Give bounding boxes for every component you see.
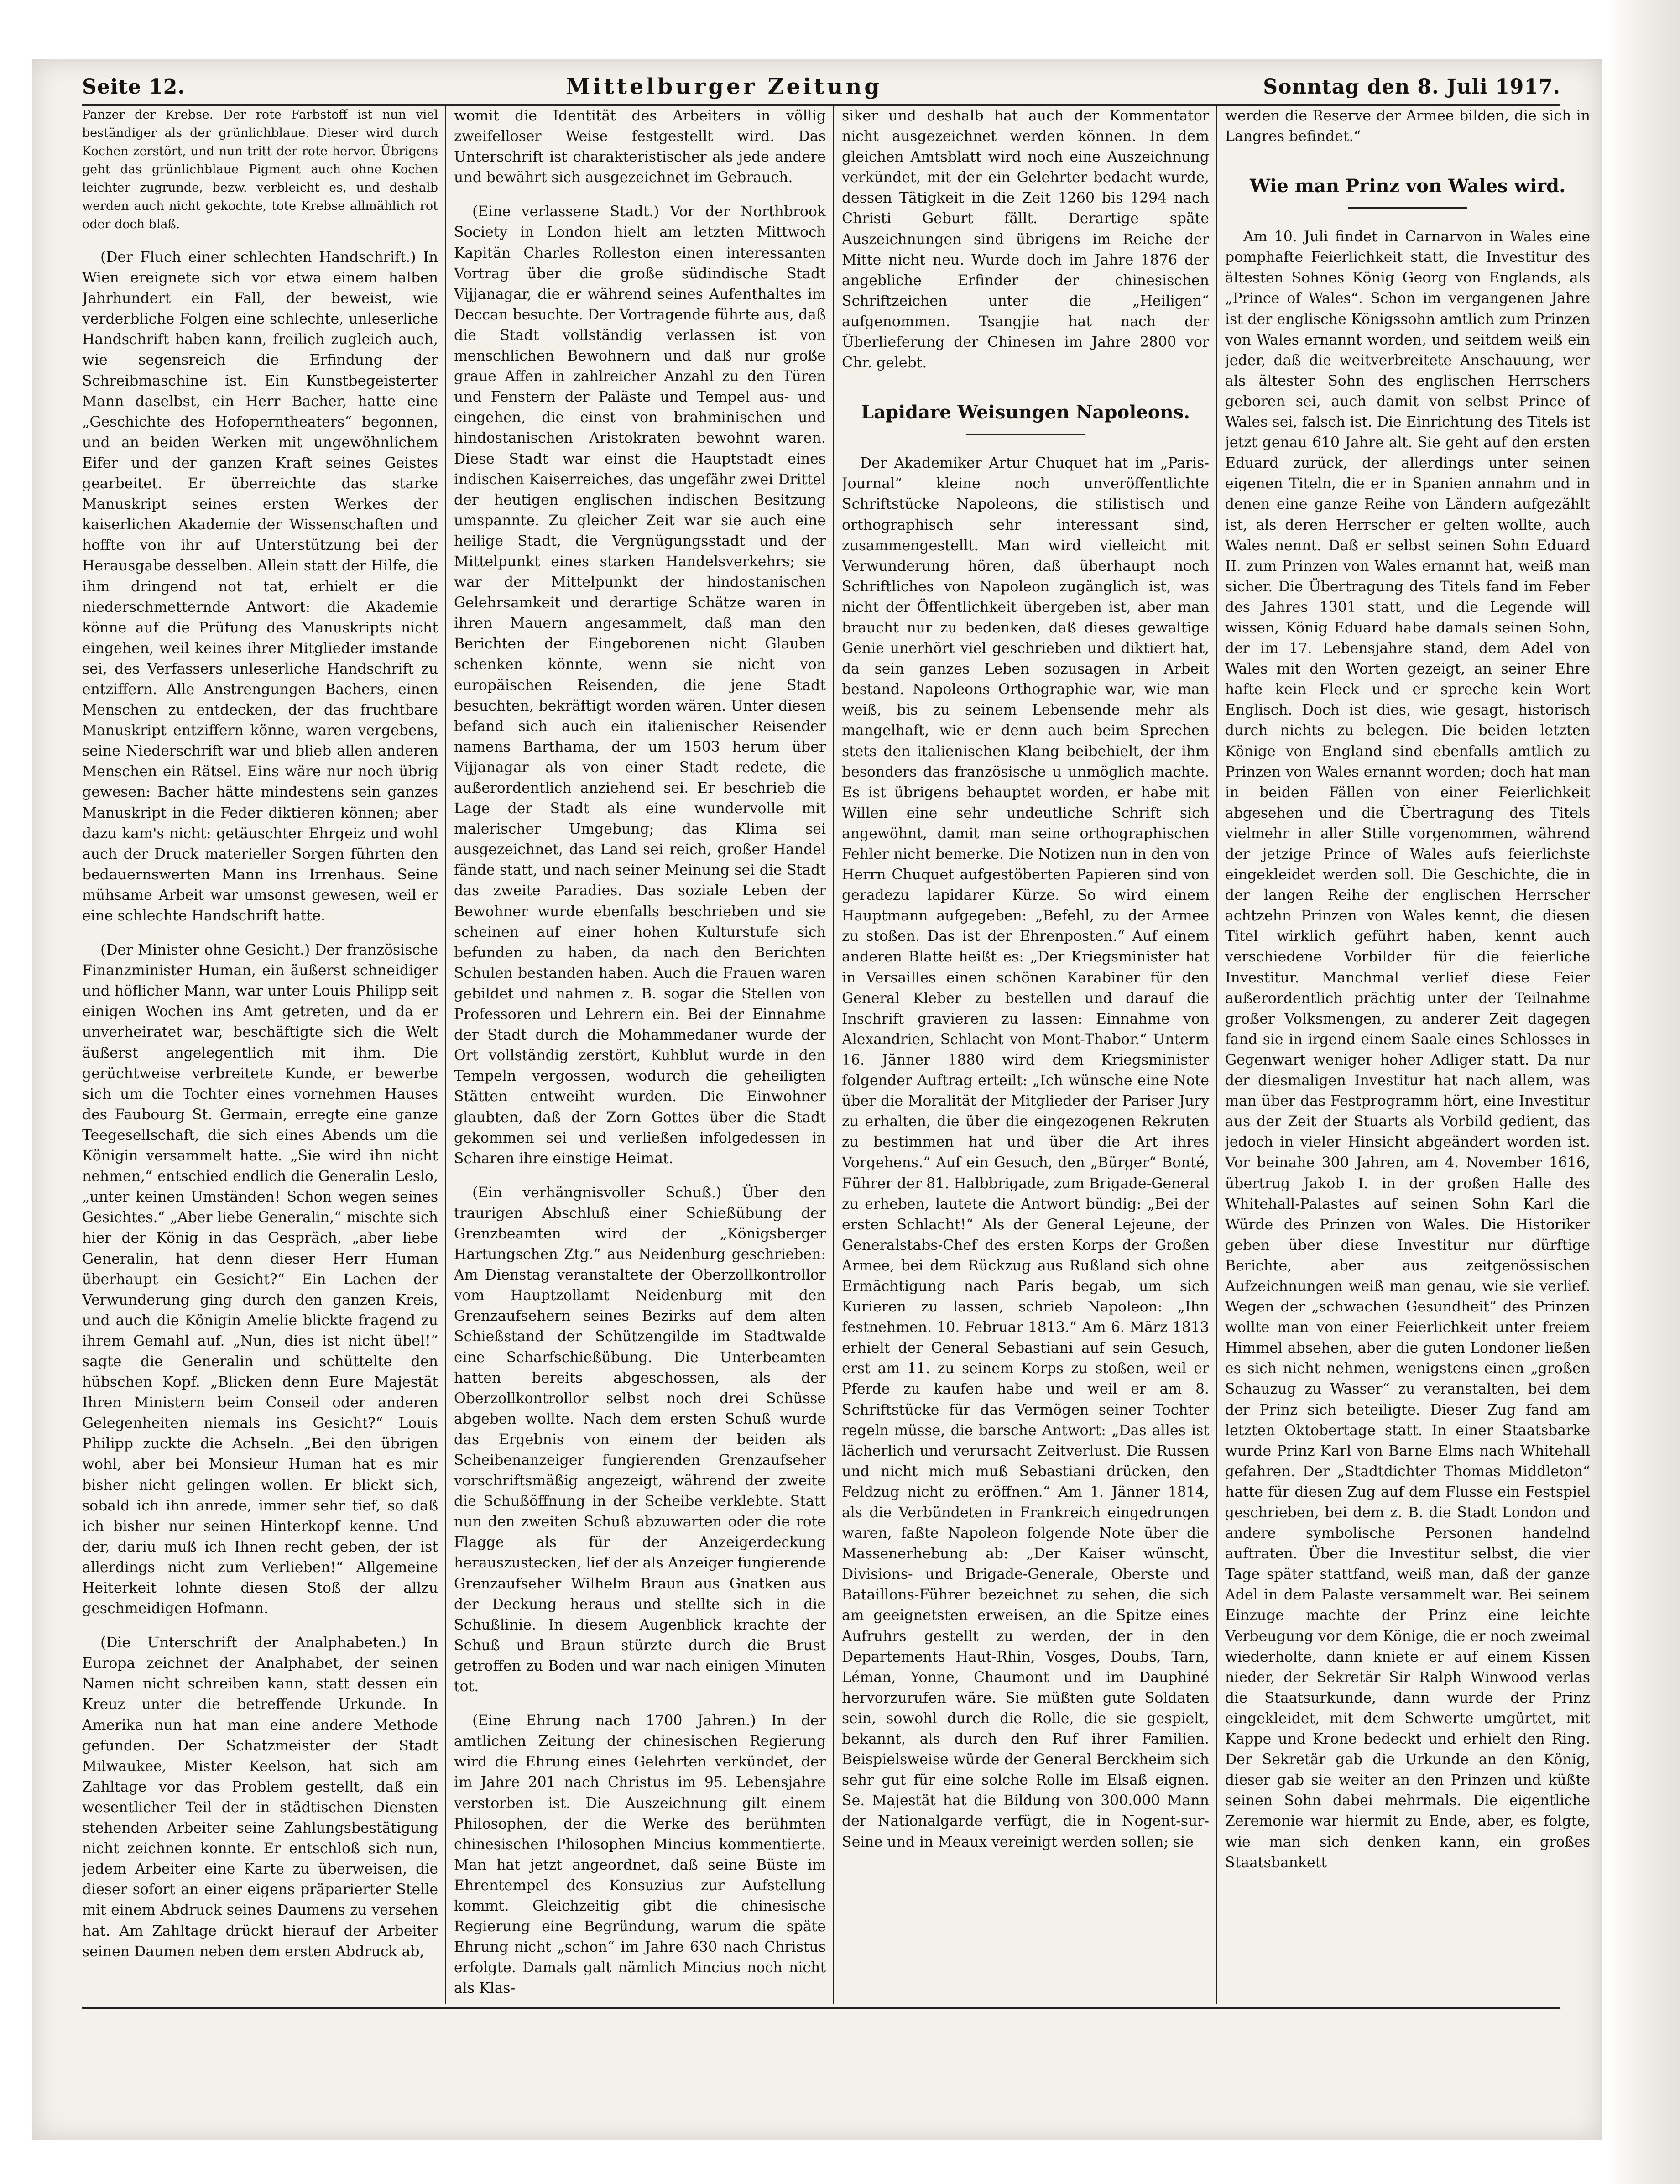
article-schuss: (Ein verhängnisvoller Schuß.) Über den traurigen Abschluß einer Schießübung der Grenzbeamten wird der „Königsberger Hartungschen Ztg.“ aus Neidenburg geschrieben: Am Dienstag veranstaltete der Oberzollkontrollor vom Hauptzollamt Neidenburg mit den Grenzaufsehern seines Bezirks auf dem alten Schießstand der Schützengilde im Stadtwalde eine Scharfschießübung. Die Unterbeamten hatten bereits abgeschossen, als der Oberzollkontrollor selbst noch drei Schüsse abgeben wollte. Nach dem ersten Schuß wurde das Ergebnis von einem der beiden als Scheibenanzeiger fungierenden Grenzaufseher vorschriftsmäßig angezeigt, während der zweite die Schußöffnung in der Scheibe verklebte. Statt nun den zweiten Schuß abzuwarten oder die rote Flagge als für der Anzeigerdeckung herauszustecken, lief der als Anzeiger fungierende Grenzaufseher Wilhelm Braun aus Gnatken aus der Deckung heraus und stellte sich in die Schußlinie. In diesem Augenblick krachte der Schuß und Braun stürzte durch die Brust getroffen zu Boden und war nach einigen Minuten tot. xyxy=(454,1184,826,1695)
page-number: Seite 12. xyxy=(82,75,185,99)
column-rule-3 xyxy=(1216,106,1217,2004)
article-unterschrift-end: womit die Identität des Arbeiters in völlig zweifelloser Weise festgestellt wird. Das Unterschrift ist charakteristischer als jede andere und bewährt sich ausgezeichnet im Gebrauch. xyxy=(454,108,826,186)
headline-wales xyxy=(1225,174,1590,209)
column-3 xyxy=(842,106,1209,2004)
footer-rule xyxy=(82,2007,1560,2009)
article-handschrift: (Der Fluch einer schlechten Handschrift.) In Wien ereignete sich vor etwa einem halben Jahrhundert ein Fall, der beweist, wie verderbliche Folgen eine schlechte, unleserliche Handschrift haben kann, freilich zugleich auch, wie segensreich die Erfindung der Schreibmaschine ist. Ein Kunstbegeisterter Mann daselbst, ein Herr Bacher, hatte eine „Geschichte des Hofoperntheaters“ begonnen, und an beiden Werken mit ungewöhnlichem Eifer und der ganzen Kraft seines Geistes gearbeitet. Er überreichte das starke Manuskript seines ersten Werkes der kaiserlichen Akademie der Wissenschaften und hoffte von ihr auf Unterstützung bei der Herausgabe desselben. Allein statt der Hilfe, die ihm dringend not tat, erhielt er die niederschmetternde Antwort: die Akademie könne auf die Prüfung des Manuskripts nicht eingehen, weil keines ihrer Mitglieder imstande sei, des Verfassers unleserliche Handschrift zu entziffern. Alle Anstrengungen Bachers, einen Menschen zu entdecken, der das fruchtbare Manuskript entziffern könne, waren vergebens, seine Niederschrift war und blieb allen anderen Menschen ein Rätsel. Eins wäre nur noch übrig gewesen: Bacher hätte mindestens sein ganzes Manuskript in die Feder diktieren können; aber dazu kam's nicht: getäuschter Ehrgeiz und wohl auch der Druck materieller Sorgen führten den bedauernswerten Mann ins Irrenhaus. Seine mühsame Arbeit war umsonst gewesen, weil er eine schlechte Handschrift hatte. xyxy=(82,249,438,924)
article-minister: (Der Minister ohne Gesicht.) Der französische Finanzminister Human, ein äußerst schneidiger und höflicher Mann, war unter Louis Philipp seit einigen Wochen ins Amt getreten, und da er unverheiratet war, beschäftigte sich die Welt äußerst angelegentlich mit ihm. Die gerüchtweise verbreitete Kunde, er bewerbe sich um die Tochter eines vornehmen Hauses des Faubourg St. Germain, erregte eine ganze Teegesellschaft, die sich eines Abends um die Königin versammelt hatte. „Sie wird ihn nicht nehmen,“ entschied endlich die Generalin Leslo, „unter keinen Umständen! Schon wegen seines Gesichtes.“ „Aber liebe Generalin,“ mischte sich hier der König in das Gespräch, „aber liebe Generalin, hat denn dieser Herr Human überhaupt ein Gesicht?“ Ein Lachen der Verwunderung ging durch den ganzen Kreis, und auch die Königin Amelie blickte fragend zu ihrem Gemahl auf. „Nun, dies ist nicht übel!“ sagte die Generalin und schüttelte den hübschen Kopf. „Blicken denn Eure Majestät Ihren Ministern beim Conseil oder anderen Gelegenheiten niemals ins Gesicht?“ Louis Philipp zuckte die Achseln. „Bei den übrigen wohl, aber bei Monsieur Human hat es mir bisher nicht gelingen wollen. Er blickt sich, sobald ich ihn anrede, immer sehr tief, so daß ich bisher nur seinen Hinterkopf kenne. Und der, dariu muß ich Ihnen recht geben, der ist allerdings nicht zum Verlieben!“ Allgemeine Heiterkeit lohnte diesen Stoß der allzu geschmeidigen Hofmann. xyxy=(82,942,438,1617)
column-1 xyxy=(82,106,438,2004)
article-ehrung-end: siker und deshalb hat auch der Kommentator nicht ausgezeichnet werden können. In dem gleichen Amtsblatt wird noch eine Auszeichnung verkündet, mit der ein Gelehrter bedacht wurde, dessen Tätigkeit in die Zeit 1260 bis 1294 nach Christi Geburt fällt. Derartige späte Auszeichnungen sind übrigens im Reiche der Mitte nicht neu. Wurde doch im Jahre 1876 der angebliche Erfinder der chinesischen Schriftzeichen unter die „Heiligen“ aufgenommen. Tsangjie hat nach der Überlieferung der Chinesen im Jahre 2800 vor Chr. gelebt. xyxy=(842,108,1209,371)
page-header xyxy=(82,68,1560,105)
column-rule-1 xyxy=(445,106,446,2004)
column-4 xyxy=(1225,106,1590,2004)
headline-wales-text: Wie man Prinz von Wales wird. xyxy=(1249,175,1566,197)
headline-napoleon-text: Lapidare Weisungen Napoleons. xyxy=(861,402,1190,423)
article-wales: Am 10. Juli findet in Carnarvon in Wales eine pomphafte Feierlichkeit statt, die Investitur des ältesten Sohnes König Georg von Englands, als „Prince of Wales“. Schon im vergangenen Jahre ist der englische Königssohn amtlich zum Prinzen von Wales ernannt worden, und seitdem weiß ein jeder, daß die weitverbreitete Anschauung, wer als ältester Sohn des englischen Herrschers geboren sei, auch damit von selbst Prince of Wales sei, falsch ist. Die Einrichtung des Titels ist jetzt genau 610 Jahre alt. Sie geht auf den ersten Eduard zurück, der allerdings unter seinen eigenen Titeln, die er in Spanien annahm und in denen eine ganze Reihe von Ländern aufgezählt ist, als deren Herrscher er gelten wollte, auch Wales nennt. Daß er selbst seinen Sohn Eduard II. zum Prinzen von Wales ernannt hat, weiß man sicher. Die Übertragung des Titels fand im Feber des Jahres 1301 statt, und die Legende will wissen, König Eduard habe damals seinen Sohn, der im 17. Lebensjahre stand, dem Adel von Wales mit den Worten gezeigt, an seiner Ehre hafte kein Fleck und er spreche kein Wort Englisch. Doch ist dies, wie gesagt, historisch durch nichts zu belegen. Die beiden letzten Könige von England sind ebenfalls amtlich zu Prinzen von Wales ernannt worden; doch hat man in beiden Fällen von einer Feierlichkeit abgesehen und die Übertragung des Titels vielmehr in aller Stille vorgenommen, während der jetzige Prince of Wales aufs feierlichste eingekleidet werden soll. Die Geschichte, die in der langen Reihe der englischen Herrscher achtzehn Prinzen von Wales kennt, die diesen Titel wirklich geführt haben, kennt auch verschiedene Vorbilder für die feierliche Investitur. Manchmal verlief diese Feier außerordentlich prächtig unter der Teilnahme großer Volksmengen, zu anderer Zeit dagegen fand sie in irgend einem Saale eines Schlosses in Gegenwart weniger hoher Adliger statt. Da nur der diesmaligen Investitur hat nach allem, was man über das Festprogramm hört, eine Investitur aus der Zeit der Stuarts als Vorbild gedient, das jedoch in vieler Hinsicht abgeändert worden ist. Vor beinahe 300 Jahren, am 4. November 1616, übertrug Jakob I. in der großen Halle des Whitehall-Palastes auf seinen Sohn Karl die Würde des Prinzen von Wales. Die Historiker geben über diese Investitur nur dürftige Berichte, aber aus zeitgenössischen Aufzeichnungen weiß man genau, wie sie verlief. Wegen der „schwachen Gesundheit“ des Prinzen wollte man von einer Feierlichkeit unter freiem Himmel absehen, aber die guten Londoner ließen es sich nicht nehmen, wenigstens einen „großen Schauzug zu Wasser“ zu veranstalten, bei dem der Prinz sich beteiligte. Dieser Zug fand am letzten Oktobertage statt. In einer Staatsbarke wurde Prinz Karl von Barne Elms nach Whitehall gefahren. Der „Stadtdichter Thomas Middleton“ hatte für diesen Zug auf dem Flusse ein Festspiel geschrieben, bei dem z. B. die Stadt London und andere symbolische Personen handelnd auftraten. Über die Investitur selbst, die vier Tage später stattfand, weiß man, daß der ganze Adel in dem Palaste versammelt war. Bei seinem Einzuge machte der Prinz eine leichte Verbeugung vor dem Könige, die er noch zweimal wiederholte, dann kniete er auf einem Kissen nieder, der Sekretär Sir Ralph Winwood verlas die Staatsurkunde, dann wurde der Prinz eingekleidet, mit dem Schwerte umgürtet, mit Kappe und Krone bedeckt und erhielt den Ring. Der Sekretär gab die Urkunde an den König, dieser gab sie weiter an den Prinzen und küßte seinen Sohn dabei mehrmals. Die eigentliche Zeremonie war hiermit zu Ende, aber, es folgte, wie man sich denken kann, ein großes Staatsbankett xyxy=(1225,229,1590,1871)
scan-edge xyxy=(1607,0,1680,2184)
headline-underline xyxy=(1348,207,1467,209)
column-2 xyxy=(454,106,826,2004)
article-krebse-end: Panzer der Krebse. Der rote Farbstoff ist nun viel beständiger als der grünlichblaue. Dieser wird durch Kochen zerstört, und nun tritt der rote hervor. Übrigens geht das grünlichblaue Pigment auch ohne Kochen leichter zugrunde, bezw. verbleicht es, und deshalb werden auch nicht gekochte, tote Krebse allmählich rot oder doch blaß. xyxy=(82,108,438,231)
article-napoleon-end: werden die Reserve der Armee bilden, die sich in Langres befindet.“ xyxy=(1225,108,1590,145)
issue-date: Sonntag den 8. Juli 1917. xyxy=(1263,75,1560,99)
headline-underline xyxy=(966,434,1085,435)
article-verlassene-stadt: (Eine verlassene Stadt.) Vor der Northbrook Society in London hielt am letzten Mittwoch Kapitän Charles Rolleston einen interessanten Vortrag über die große südindische Stadt Vijjanagar, die er während seines Aufenthaltes im Deccan besuchte. Der Vortragende führte aus, daß die Stadt vollständig verlassen ist von menschlichen Bewohnern und daß nur große graue Affen in zahlreicher Anzahl zu den Türen und Fenstern der Paläste und Tempel aus- und eingehen, die einst von brahminischen und hindostanischen Aristokraten bewohnt waren. Diese Stadt war einst die Hauptstadt eines indischen Kaiserreiches, das ungefähr zwei Drittel der heutigen englischen indischen Besitzung umspannte. Zu gleicher Zeit war sie auch eine heilige Stadt, die Vergnügungsstadt und der Mittelpunkt eines starken Handelsverkehrs; sie war der Mittelpunkt der hindostanischen Gelehrsamkeit und derartige Schätze waren in ihren Mauern angesammelt, daß man den Berichten der Eingeborenen nicht Glauben schenken könnte, wenn sie nicht von europäischen Reisenden, die jene Stadt besuchten, bekräftigt worden wären. Unter diesen befand sich auch ein italienischer Reisender namens Barthama, der um 1503 herum über Vijjanagar als von einer Stadt redete, die außerordentlich anziehend sei. Er beschrieb die Lage der Stadt als eine wundervolle mit malerischer Umgebung; das Klima sei ausgezeichnet, das Land sei reich, großer Handel fände statt, und nach seiner Meinung sei die Stadt das zweite Paradies. Das soziale Leben der Bewohner wurde ebenfalls beschrieben und sie scheinen auf einer hohen Kulturstufe sich befunden zu haben, da nach den Berichten Schulen bestanden haben. Auch die Frauen waren gebildet und nahmen z. B. sogar die Stellen von Professoren und Lehrern ein. Bei der Einnahme der Stadt durch die Mohammedaner wurde der Ort vollständig zerstört, Kuhblut wurde in den Tempeln vergossen, wodurch die geheiligten Stätten entweiht wurden. Die Einwohner glaubten, daß der Zorn Gottes über die Stadt gekommen sei und verließen infolgedessen in Scharen ihre einstige Heimat. xyxy=(454,204,826,1167)
masthead: Mittelburger Zeitung xyxy=(566,74,882,99)
article-unterschrift: (Die Unterschrift der Analphabeten.) In Europa zeichnet der Analphabet, der seinen Namen nicht schreiben kann, statt dessen ein Kreuz unter die betreffende Urkunde. In Amerika nun hat man eine andere Methode gefunden. Der Schatzmeister der Stadt Milwaukee, Mister Keelson, hat sich am Zahltage vor das Problem gestellt, daß ein wesentlicher Teil der in städtischen Diensten stehenden Arbeiter seine Zahlungsbestätigung nicht zeichnen konnte. Er entschloß sich nun, jedem Arbeiter eine Karte zu überweisen, die dieser sofort an einer eigens präparierter Stelle mit einem Abdruck seines Daumens zu versehen hat. Am Zahltage drückt hierauf der Arbeiter seinen Daumen neben dem ersten Abdruck ab, xyxy=(82,1635,438,1960)
article-napoleon: Der Akademiker Artur Chuquet hat im „Paris-Journal“ kleine noch unveröffentlichte Schriftstücke Napoleons, die stilistisch und orthographisch sehr interessant sind, zusammengestellt. Man wird vielleicht mit Verwunderung hören, daß überhaupt noch Schriftliches von Napoleon zugänglich ist, was nicht der Öffentlichkeit übergeben ist, aber man braucht nur zu bedenken, daß dieses gewaltige Genie unerhört viel geschrieben und diktiert hat, da sein ganzes Leben sozusagen in Arbeit bestand. Napoleons Orthographie war, wie man weiß, bis zu seinem Lebensende mehr als mangelhaft, wie er denn auch beim Sprechen stets den italienischen Klang beibehielt, der ihm besonders das französische u unmöglich machte. Es ist übrigens behauptet worden, er habe mit Willen eine sehr undeutliche Schrift sich angewöhnt, damit man seine orthographischen Fehler nicht bemerke. Die Notizen nun in den von Herrn Chuquet aufgestöberten Papieren sind von geradezu lapidarer Kürze. So wird einem Hauptmann aufgegeben: „Befehl, zu der Armee zu stoßen. Das ist der Ehrenposten.“ Auf einem anderen Blatte heißt es: „Der Kriegsminister hat in Versailles einen schönen Karabiner für den General Kleber zu bestellen und darauf die Inschrift gravieren zu lassen: Einnahme von Alexandrien, Schlacht von Mont-Thabor.“ Unterm 16. Jänner 1880 wird dem Kriegsminister folgender Auftrag erteilt: „Ich wünsche eine Note über die Moralität der Mitglieder der Pariser Jury zu erhalten, die über die eingezogenen Rekruten zu bestimmen hat und über die Art ihres Vorgehens.“ Auf ein Gesuch, den „Bürger“ Bonté, Führer der 81. Halbbrigade, zum Brigade-General zu erheben, lautete die Antwort bündig: „Bei der ersten Schlacht!“ Als der General Lejeune, der Generalstabs-Chef des ersten Korps der Großen Armee, bei dem Rückzug aus Rußland sich ohne Ermächtigung nach Paris begab, um sich Kurieren zu lassen, schrieb Napoleon: „Ihn festnehmen. 10. Februar 1813.“ Am 6. März 1813 erhielt der General Sebastiani auf sein Gesuch, erst am 11. zu seinem Korps zu stoßen, weil er Pferde zu kaufen habe und weil er am 8. Schriftstücke für das Vermögen seiner Tochter regeln müsse, die barsche Antwort: „Das alles ist lächerlich und verursacht Zeitverlust. Die Russen und nicht mich muß Sebastiani drücken, den Feldzug nicht zu eröffnen.“ Am 1. Jänner 1814, als die Verbündeten in Frankreich eingedrungen waren, faßte Napoleon folgende Note über die Massenerhebung ab: „Der Kaiser wünscht, Divisions- und Brigade-Generale, Oberste und Bataillons-Führer bezeichnet zu sehen, die sich am geeignetsten erweisen, an die Spitze eines Aufruhrs gestellt zu werden, der in den Departements Haut-Rhin, Vosges, Doubs, Tarn, Léman, Yonne, Chaumont und im Dauphiné hervorzurufen wäre. Sie müßten gute Soldaten sein, sowohl durch die Rolle, die sie gespielt, bekannt, als durch den Ruf ihrer Familien. Beispielsweise würde der General Berckheim sich sehr gut für eine solche Rolle im Elsaß eignen. Se. Majestät hat die Bildung von 300.000 Mann der Nationalgarde verfügt, die in Nogent-sur-Seine und in Meaux vereinigt werden sollen; sie xyxy=(842,455,1209,1850)
column-rule-2 xyxy=(833,106,834,2004)
article-ehrung: (Eine Ehrung nach 1700 Jahren.) In der amtlichen Zeitung der chinesischen Regierung wird die Ehrung eines Gelehrten verkündet, der im Jahre 201 nach Christus im 95. Lebensjahre verstorben ist. Die Auszeichnung gilt einem Philosophen, der die Werke des berühmten chinesischen Philosophen Mincius kommentierte. Man hat jetzt angeordnet, daß seine Büste im Ehrentempel des Konsuzius zur Aufstellung kommt. Gleichzeitig gibt die chinesische Regierung eine Begründung, warum die späte Ehrung nicht „schon“ im Jahre 630 nach Christus erfolgte. Damals galt nämlich Mincius noch nicht als Klas- xyxy=(454,1713,826,1997)
headline-napoleon xyxy=(842,401,1209,435)
